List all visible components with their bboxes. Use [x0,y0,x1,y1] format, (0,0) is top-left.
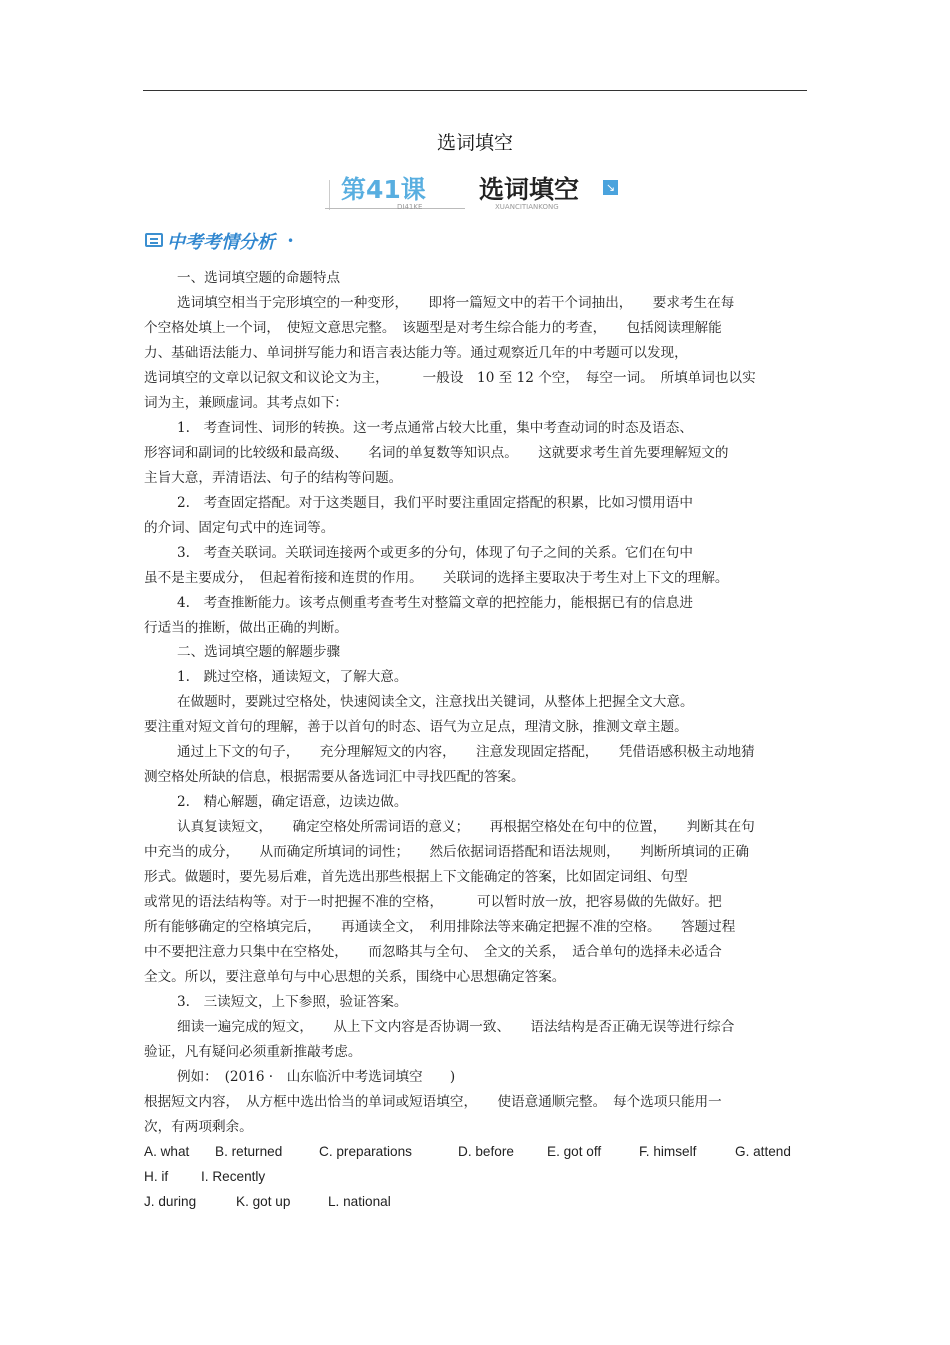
text-line: 力、基础语法能力、单词拼写能力和语言表达能力等。通过观察近几年的中考题可以发现， [144,345,688,361]
option-h: H. if [144,1169,169,1184]
text-line: 所有能够确定的空格填完后， 再通读全文， 利用排除法等来确定把握不准的空格。 答题过程 [144,919,736,935]
text-line: 根据短文内容， 从方框中选出恰当的单词或短语填空， 使语意通顺完整。 每个选项只能用一 [144,1094,722,1110]
text-line: 中充当的成分， 从而确定所填词的词性； 然后依据词语搭配和语法规则， 判断所填词的正确 [144,844,749,860]
option-a: A. what [144,1144,190,1159]
banner-topic: 选词填空 [479,175,580,204]
text-line: 3. 考查关联词。关联词连接两个或更多的分句，体现了句子之间的关系。它们在句中 [177,545,693,561]
text-line: 虽不是主要成分， 但起着衔接和连贯的作用。 关联词的选择主要取决于考生对上下文的理解。 [144,570,729,586]
text-line: 认真复读短文， 确定空格处所需词语的意义； 再根据空格处在句中的位置， 判断其在句 [177,819,755,835]
text-line: 形容词和副词的比较级和最高级、 名词的单复数等知识点。 这就要求考生首先要理解短文的 [144,445,729,461]
text-line: 1. 考查词性、词形的转换。这一考点通常占较大比重，集中考查动词的时态及语态、 [177,420,693,436]
banner-divider [329,180,330,210]
option-i: I. Recently [201,1169,266,1184]
section-title: 中考考情分析 [167,232,275,253]
page-title: 选词填空 [436,132,513,154]
text-line: 次，有两项剩余。 [144,1119,253,1135]
text-line: 行适当的推断，做出正确的判断。 [144,620,348,636]
banner-lesson-pinyin: DI41KE [397,203,423,211]
text-line: 选词填空相当于完形填空的一种变形， 即将一篇短文中的若干个词抽出， 要求考生在每 [177,295,735,311]
text-line: 或常见的语法结构等。对于一时把握不准的空格， 可以暂时放一放，把容易做的先做好。把 [144,894,722,910]
text-line: 1. 跳过空格，通读短文，了解大意。 [177,669,408,685]
text-line: 2. 精心解题，确定语意，边读边做。 [177,794,408,810]
option-k: K. got up [236,1194,291,1209]
text-line: 验证，凡有疑问必须重新推敲考虑。 [144,1044,362,1060]
text-line: 形式。做题时，要先易后难，首先选出那些根据上下文能确定的答案，比如固定词组、句型 [144,869,688,885]
text-line: 通过上下文的句子， 充分理解短文的内容， 注意发现固定搭配， 凭借语感积极主动地猜 [177,744,755,760]
text-line: 3. 三读短文，上下参照，验证答案。 [177,994,408,1010]
option-g: G. attend [735,1144,791,1159]
option-b: B. returned [215,1144,283,1159]
text-line: 选词填空的文章以记叙文和议论文为主， 一般设 10 至 12 个空， 每空一词。 所填单词也以实 [144,370,756,386]
banner-topic-pinyin: XUANCITIANKONG [495,203,559,211]
option-l: L. national [328,1194,391,1209]
example-line: 例如： (2016 · 山东临沂中考选词填空 ) [177,1069,456,1085]
section-dot-icon: • [287,234,295,248]
heading-2: 二、选词填空题的解题步骤 [177,644,341,660]
text-line: 中不要把注意力只集中在空格处， 而忽略其与全句、 全文的关系， 适合单句的选择未必适合 [144,944,722,960]
text-line: 测空格处所缺的信息，根据需要从备选词汇中寻找匹配的答案。 [144,769,525,785]
banner-underline [325,208,465,209]
option-d: D. before [458,1144,514,1159]
banner-lesson-number: 第41课 [341,175,426,204]
text-line: 4. 考查推断能力。该考点侧重考查考生对整篇文章的把控能力，能根据已有的信息进 [177,595,693,611]
option-c: C. preparations [319,1144,412,1159]
text-line: 主旨大意，弄清语法、句子的结构等问题。 [144,470,403,486]
text-line: 要注重对短文首句的理解，善于以首句的时态、语气为立足点，理清文脉，推测文章主题。 [144,719,688,735]
text-line: 全文。所以，要注意单句与中心思想的关系，围绕中心思想确定答案。 [144,969,566,985]
text-line: 细读一遍完成的短文， 从上下文内容是否协调一致、 语法结构是否正确无误等进行综合 [177,1019,735,1035]
text-line: 2. 考查固定搭配。对于这类题目，我们平时要注重固定搭配的积累，比如习惯用语中 [177,495,693,511]
heading-1: 一、选词填空题的命题特点 [177,270,341,286]
text-line: 个空格处填上一个词， 使短文意思完整。 该题型是对考生综合能力的考查， 包括阅读理解能 [144,320,722,336]
option-f: F. himself [639,1144,697,1159]
text-line: 的介词、固定句式中的连词等。 [144,520,335,536]
option-e: E. got off [547,1144,602,1159]
arrow-corner-icon: ↘ [603,180,618,195]
top-rule [143,90,807,91]
text-line: 词为主，兼顾虚词。其考点如下： [144,395,348,411]
option-j: J. during [144,1194,197,1209]
text-line: 在做题时，要跳过空格处，快速阅读全文，注意找出关键词，从整体上把握全文大意。 [177,694,694,710]
book-icon [145,233,163,247]
lesson-banner [325,170,625,214]
